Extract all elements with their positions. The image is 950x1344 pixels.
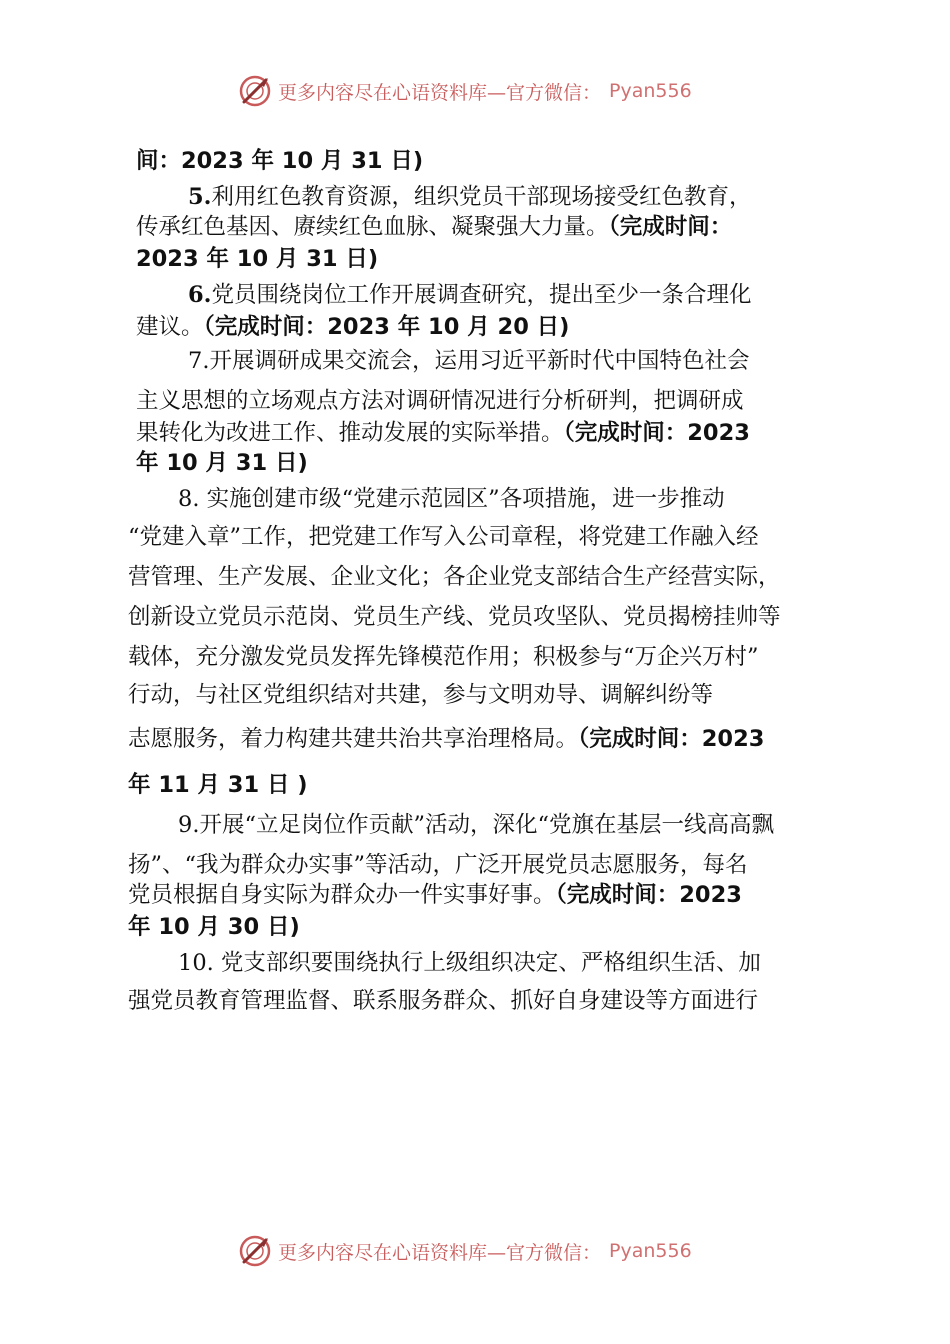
- body-text: 党员围绕岗位工作开展调查研究，提出至少一条合理化: [211, 282, 752, 308]
- completion-time-text: （完成时间：2023: [578, 726, 765, 752]
- text-line: [188, 280, 752, 310]
- body-text: 利用红色教育资源，组织党员干部现场接受红色教育，: [211, 184, 752, 210]
- completion-time-text: 年 10 月 31 日): [136, 450, 308, 476]
- body-text: 6.: [188, 282, 212, 308]
- text-line: [128, 912, 300, 942]
- body-text: 扬”、“我为群众办实事”等活动，广泛开展党员志愿服务，每名: [128, 852, 748, 878]
- text-line: [128, 770, 308, 800]
- completion-time-text: 2023 年 10 月 31 日): [136, 246, 379, 272]
- text-line: [136, 244, 378, 274]
- body-text: 10. 党支部织要围绕执行上级组织决定、严格组织生活、加: [178, 950, 761, 976]
- text-line: [128, 724, 764, 754]
- text-line: [136, 212, 732, 242]
- text-line: [128, 522, 759, 552]
- text-line: [188, 182, 752, 212]
- text-line: [136, 448, 308, 478]
- body-text: 志愿服务，着力构建共建共治共享治理格局。: [128, 726, 579, 752]
- header-watermark: [238, 74, 692, 108]
- text-line: [136, 146, 423, 176]
- watermark-text: 更多内容尽在心语资料库—官方微信：: [278, 1241, 602, 1264]
- text-line: [128, 880, 742, 910]
- body-text: 8. 实施创建市级“党建示范园区”各项措施，进一步推动: [178, 486, 725, 512]
- body-text: 载体，充分激发党员发挥先锋模范作用；积极参与“万企兴万村”: [128, 644, 759, 670]
- completion-time-text: 年 11 月 31 日 ): [128, 772, 308, 798]
- completion-time-text: （完成时间：2023: [555, 882, 742, 908]
- body-text: 营管理、生产发展、企业文化；各企业党支部结合生产经营实际，: [128, 564, 781, 590]
- watermark-text: 更多内容尽在心语资料库—官方微信：: [278, 81, 602, 104]
- logo-seal-icon: [238, 1234, 272, 1268]
- body-text: 9.开展“立足岗位作贡献”活动，深化“党旗在基层一线高高飘: [178, 812, 774, 838]
- completion-time-text: 年 10 月 30 日): [128, 914, 300, 940]
- body-text: 创新设立党员示范岗、党员生产线、党员攻坚队、党员揭榜挂帅等: [128, 604, 781, 630]
- body-text: 果转化为改进工作、推动发展的实际举措。: [136, 420, 564, 446]
- body-text: 主义思想的立场观点方法对调研情况进行分析研判，把调研成: [136, 388, 744, 414]
- logo-seal-icon: [238, 74, 272, 108]
- text-line: [136, 386, 744, 416]
- text-line: [178, 810, 774, 840]
- text-line: [128, 986, 758, 1016]
- body-text: 行动，与社区党组织结对共建，参与文明劝导、调解纠纷等: [128, 682, 714, 708]
- watermark-wechat-id: Pyan556: [609, 1240, 692, 1262]
- text-line: [136, 418, 750, 448]
- text-line: [128, 680, 713, 710]
- body-text: 传承红色基因、赓续红色血脉、凝聚强大力量。: [136, 214, 609, 240]
- body-text: 7.开展调研成果交流会，运用习近平新时代中国特色社会: [188, 348, 750, 374]
- watermark-wechat-id: Pyan556: [609, 80, 692, 102]
- text-line: [178, 484, 725, 514]
- completion-time-text: （完成时间：2023: [563, 420, 750, 446]
- completion-time-text: 间：2023 年 10 月 31 日): [136, 148, 424, 174]
- footer-watermark: [238, 1234, 692, 1268]
- body-text: 党员根据自身实际为群众办一件实事好事。: [128, 882, 556, 908]
- completion-time-text: （完成时间：2023 年 10 月 20 日): [203, 314, 570, 340]
- body-text: 强党员教育管理监督、联系服务群众、抓好自身建设等方面进行: [128, 988, 759, 1014]
- body-text: 建议。: [136, 314, 204, 340]
- text-line: [136, 312, 569, 342]
- text-line: [128, 642, 759, 672]
- text-line: [128, 602, 781, 632]
- text-line: [128, 850, 748, 880]
- body-text: 5.: [188, 184, 212, 210]
- text-line: [188, 346, 749, 376]
- completion-time-text: （完成时间：: [608, 214, 733, 240]
- body-text: “党建入章”工作，把党建工作写入公司章程，将党建工作融入经: [128, 524, 759, 550]
- text-line: [178, 948, 761, 978]
- text-line: [128, 562, 781, 592]
